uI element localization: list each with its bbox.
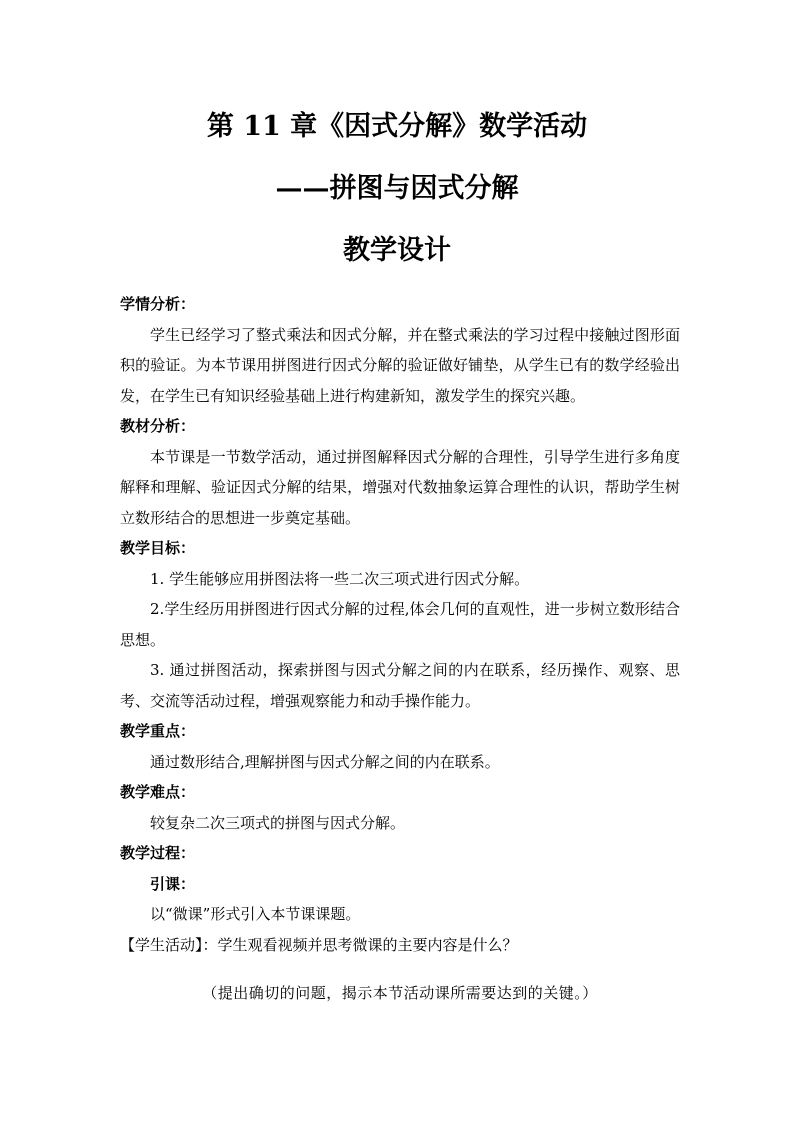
doc-title: 第 11 章《因式分解》数学活动 [206, 111, 588, 142]
objective-item-3: 3. 通过拼图活动，探索拼图与因式分解之间的内在联系，经历操作、观察、思考、交流等活动过程，增强观察能力和动手操作能力。 [120, 661, 680, 710]
intro-text: 以“微课”形式引入本节课课题。 [150, 905, 361, 923]
section-body-jiaocai: 本节课是一节数学活动，通过拼图解释因式分解的合理性，引导学生进行多角度解释和理解、验证因式分解的结果，增强对代数抽象运算合理性的认识，帮助学生树立数形结合的思想进一步奠定基础。 [120, 447, 680, 527]
section-heading-nandian: 教学难点： [120, 783, 196, 801]
section-body-zhongdian: 通过数形结合,理解拼图与因式分解之间的内在联系。 [150, 752, 500, 771]
student-activity-text: 【学生活动】：学生观看视频并思考微课的主要内容是什么？ [120, 935, 518, 954]
section-body-nandian: 较复杂二次三项式的拼图与因式分解。 [150, 813, 406, 832]
document-body [120, 289, 680, 1009]
objective-item-1: 1. 学生能够应用拼图法将一些二次三项式进行因式分解。 [150, 569, 530, 588]
doc-subtitle: ——拼图与因式分解 [275, 173, 519, 204]
doc-type-title: 教学设计 [343, 235, 451, 266]
section-heading-xueqing: 学情分析： [120, 295, 196, 313]
activity-note: （提出确切的问题，揭示本节活动课所需要达到的关键。） [202, 984, 598, 1002]
section-heading-mubiao: 教学目标： [120, 539, 196, 557]
section-heading-zhongdian: 教学重点： [120, 722, 196, 740]
sub-heading-yinke: 引课： [150, 874, 196, 893]
section-heading-jiaocai: 教材分析： [120, 417, 196, 435]
section-heading-guocheng: 教学过程： [120, 844, 196, 862]
section-body-xueqing: 学生已经学习了整式乘法和因式分解，并在整式乘法的学习过程中接触过图形面积的验证。为本节课用拼图进行因式分解的验证做好铺垫，从学生已有的数学经验出发，在学生已有知识经验基础上进行构建新知，激发学生的探究兴趣。 [120, 325, 680, 405]
objective-item-2: 2.学生经历用拼图进行因式分解的过程,体会几何的直观性，进一步树立数形结合思想。 [120, 600, 680, 649]
